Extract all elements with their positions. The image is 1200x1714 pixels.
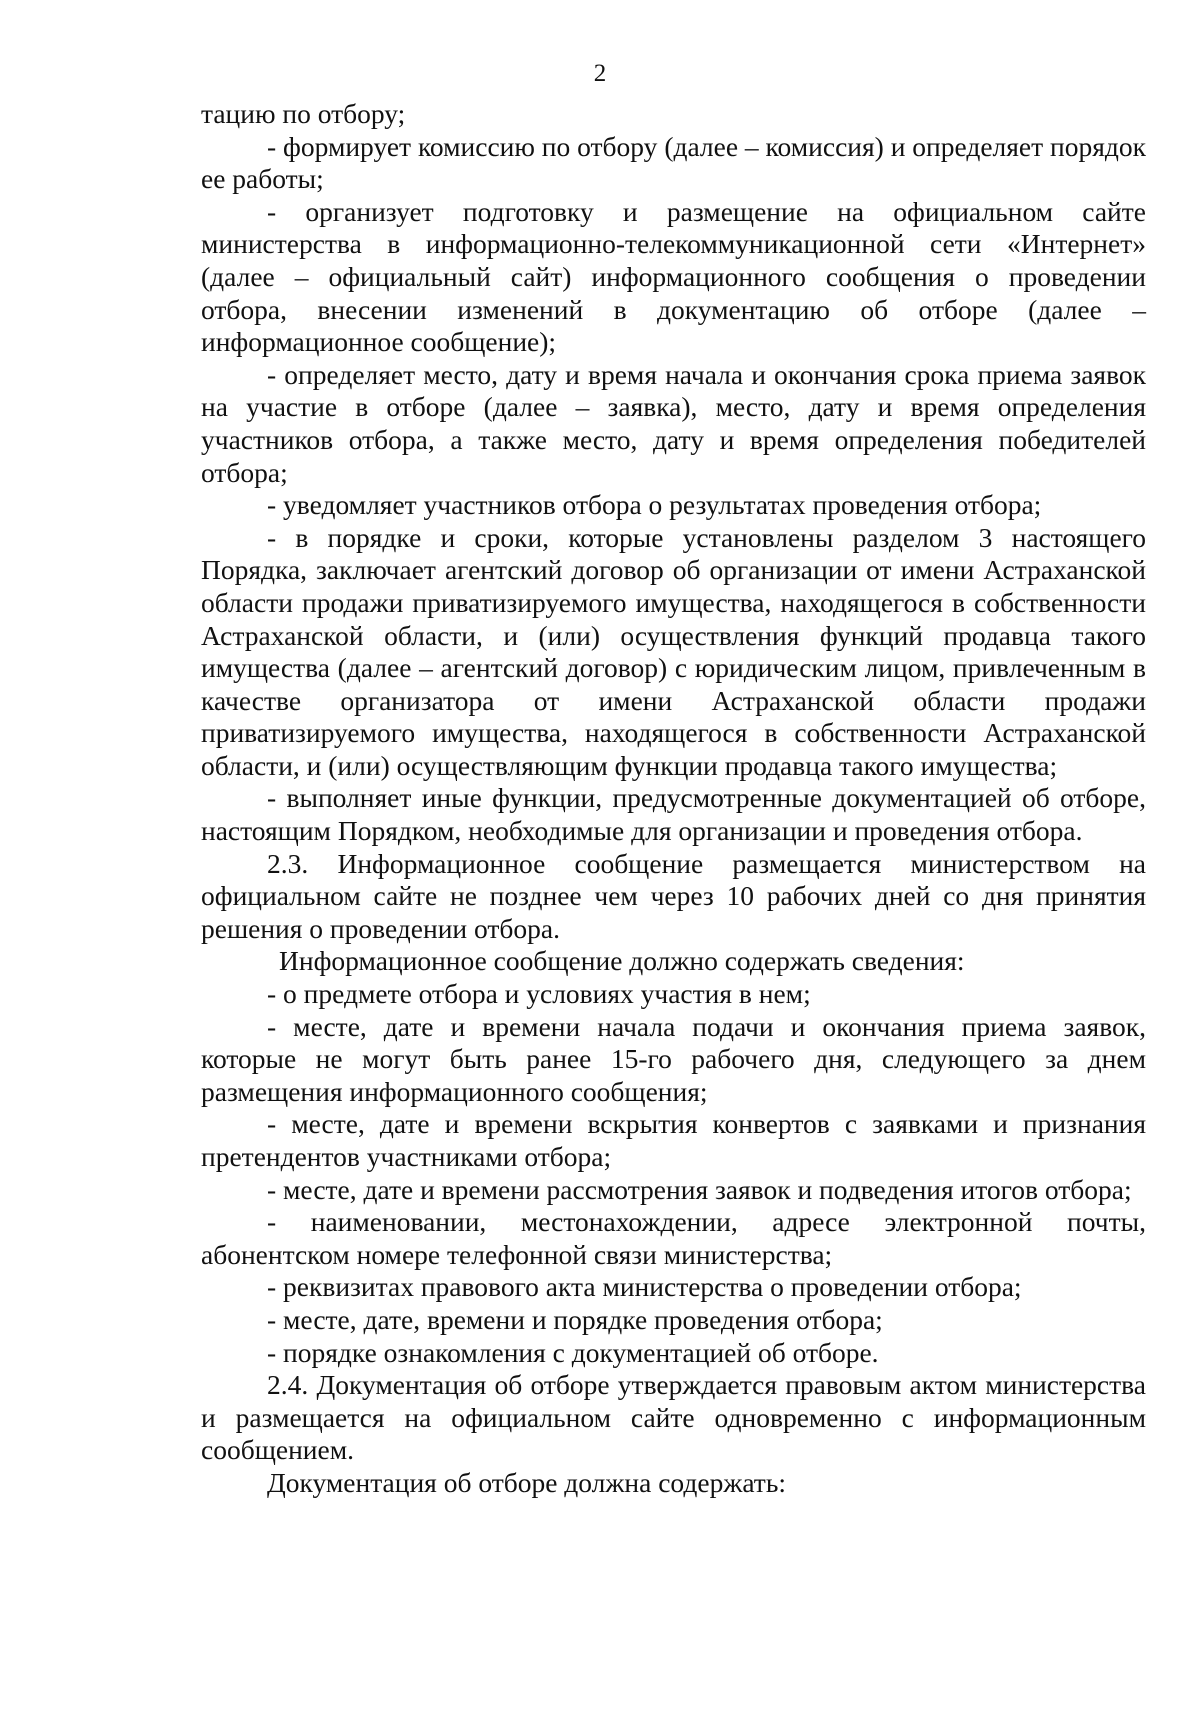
paragraph: - месте, дате и времени начала подачи и окончания приема заявок, которые не могут быть ранее 15-го рабочего дня, следующего за днем размещения информационного сообщения; — [201, 1010, 1146, 1107]
paragraph: - определяет место, дату и время начала и окончания срока приема заявок на участие в отборе (далее – заявка), место, дату и время определения участников отбора, а также место, дату и время определения победителей отбора; — [201, 358, 1146, 488]
page-number: 2 — [593, 60, 607, 87]
paragraph: - выполняет иные функции, предусмотренные документацией об отборе, настоящим Порядком, необходимые для организации и проведения отбора. — [201, 782, 1146, 847]
document-body — [201, 98, 1146, 1500]
paragraph: - организует подготовку и размещение на официальном сайте министерства в информационно-телекоммуникационной сети «Интернет» (далее – официальный сайт) информационного сообщения о проведении отбора, внесении изменений в документацию об отборе (далее – информационное сообщение); — [201, 195, 1146, 358]
paragraph: - формирует комиссию по отбору (далее – комиссия) и определяет порядок ее работы; — [201, 130, 1146, 195]
paragraph: - наименовании, местонахождении, адресе электронной почты, абонентском номере телефонной связи министерства; — [201, 1206, 1146, 1270]
paragraph: - реквизитах правового акта министерства о проведении отбора; — [267, 1271, 1022, 1303]
paragraph: Документация об отборе должна содержать: — [267, 1466, 787, 1498]
paragraph: - месте, дате, времени и порядке проведения отбора; — [267, 1303, 883, 1335]
paragraph: 2.4. Документация об отборе утверждается правовым актом министерства и размещается на официальном сайте одновременно с информационным сообщением. — [201, 1369, 1146, 1466]
paragraph: 2.3. Информационное сообщение размещается министерством на официальном сайте не позднее чем через 10 рабочих дней со дня принятия решения о проведении отбора. — [201, 847, 1146, 944]
paragraph: - о предмете отбора и условиях участия в нем; — [267, 978, 811, 1010]
paragraph: - месте, дате и времени рассмотрения заявок и подведения итогов отбора; — [267, 1173, 1132, 1205]
paragraph: - порядке ознакомления с документацией об отборе. — [267, 1336, 879, 1368]
paragraph: тацию по отбору; — [201, 98, 406, 129]
paragraph: - уведомляет участников отбора о результатах проведения отбора; — [267, 489, 1042, 521]
paragraph: Информационное сообщение должно содержать сведения: — [279, 945, 965, 977]
paragraph: - месте, дате и времени вскрытия конвертов с заявками и признания претендентов участниками отбора; — [201, 1108, 1146, 1172]
paragraph: - в порядке и сроки, которые установлены разделом 3 настоящего Порядка, заключает агентский договор об организации от имени Астраханской области продажи приватизируемого имущества, находящегося в собственности Астраханской области, и (или) осуществления функций продавца такого имущества (далее – агентский договор) с юридическим лицом, привлеченным в качестве организатора от имени Астраханской области продажи приватизируемого имущества, находящегося в собственности Астраханской области, и (или) осуществляющим функции продавца такого имущества; — [201, 521, 1146, 781]
